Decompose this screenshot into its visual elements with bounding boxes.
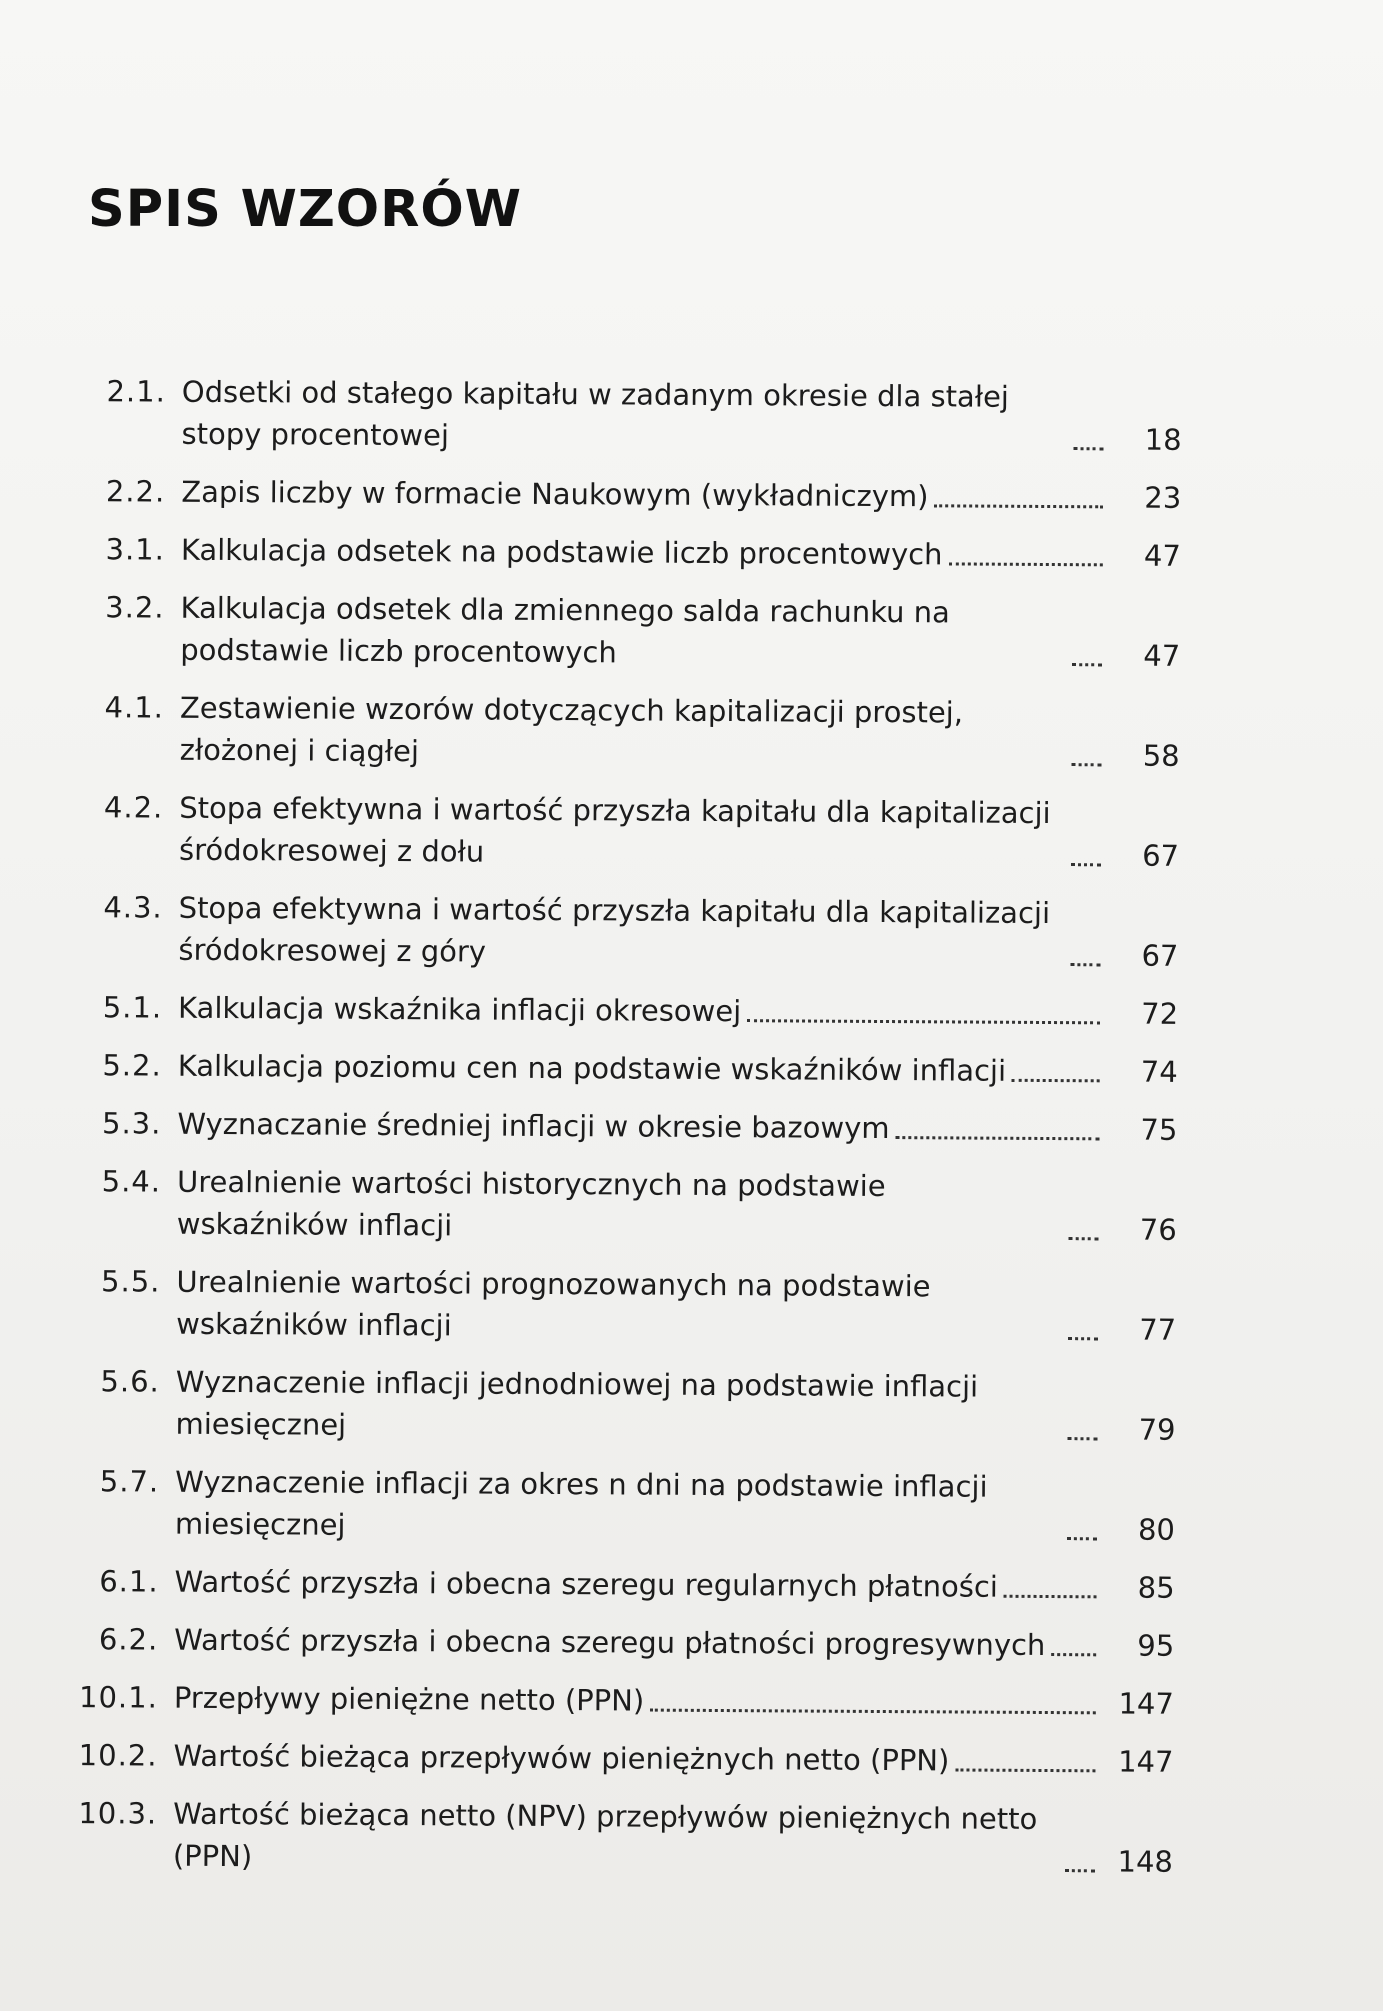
entry-text: Odsetki od stałego kapitału w zadanym okresie dla stałej stopy procentowej [181, 374, 1010, 453]
dot-leader [1072, 663, 1102, 666]
formula-entry [63, 786, 1263, 877]
formula-entry [59, 1360, 1259, 1451]
entry-number: 6.2. [98, 1622, 159, 1657]
formula-entry [58, 1676, 1258, 1725]
entry-text: Wyznaczenie inflacji za okres n dni na podstawie inflacji miesięcznej [174, 1464, 988, 1542]
formula-entry [65, 470, 1265, 519]
entry-number: 4.1. [104, 690, 165, 725]
entry-page: 67 [1142, 838, 1180, 873]
formula-entry [57, 1734, 1257, 1783]
formula-entry [61, 1160, 1261, 1251]
entry-text: Stopa efektywna i wartość przyszła kapitału dla kapitalizacji śródokresowej z góry [178, 890, 1051, 969]
entry-text: Wartość bieżąca netto (NPV) przepływów pieniężnych netto (PPN) [172, 1796, 1038, 1874]
entry-page: 148 [1117, 1844, 1174, 1879]
entry-page: 18 [1144, 422, 1182, 457]
formula-entry [64, 586, 1264, 677]
entry-text: Wyznaczenie inflacji jednodniowej na podstawie inflacji miesięcznej [175, 1364, 979, 1442]
dot-leader [1012, 1079, 1100, 1083]
formula-entry [62, 886, 1262, 977]
entry-text: Wartość bieżąca przepływów pieniężnych netto (PPN) [173, 1738, 950, 1778]
formula-entry [58, 1618, 1258, 1667]
formula-entry [57, 1792, 1257, 1883]
dot-leader [650, 1709, 1096, 1715]
dot-leader [955, 1768, 1095, 1772]
entry-page: 77 [1139, 1312, 1177, 1347]
entry-text: Przepływy pieniężne netto (PPN) [173, 1680, 645, 1718]
entry-number: 10.1. [78, 1680, 158, 1715]
dot-leader [1074, 447, 1104, 450]
entry-text: Wyznaczanie średniej inflacji w okresie bazowym [177, 1106, 890, 1146]
entry-text: Zestawienie wzorów dotyczących kapitalizacji prostej, złożonej i ciągłej [179, 690, 964, 769]
entry-number: 2.1. [106, 374, 166, 409]
dot-leader [1067, 1537, 1097, 1540]
entry-text: Urealnienie wartości historycznych na podstawie wskaźników inflacji [176, 1164, 886, 1243]
entry-text: Kalkulacja poziomu cen na podstawie wskaźników inflacji [177, 1048, 1007, 1088]
entry-number: 5.4. [101, 1164, 162, 1199]
dot-leader [1051, 1653, 1096, 1656]
dot-leader [1070, 963, 1100, 966]
entry-text: Stopa efektywna i wartość przyszła kapitału dla kapitalizacji śródokresowej z dołu [178, 790, 1051, 869]
dot-leader [1068, 1337, 1098, 1340]
entry-text: Wartość przyszła i obecna szeregu regularnych płatności [174, 1564, 999, 1604]
entry-page: 67 [1141, 938, 1179, 973]
entry-text: Kalkulacja odsetek na podstawie liczb procentowych [180, 532, 943, 572]
formula-entry [61, 1102, 1261, 1151]
dot-leader [948, 562, 1102, 566]
entry-page: 147 [1118, 1686, 1174, 1721]
entry-page: 74 [1140, 1054, 1178, 1089]
formula-entry [64, 686, 1264, 777]
entry-page: 95 [1137, 1628, 1175, 1663]
formula-entry [62, 986, 1262, 1035]
entry-page: 72 [1141, 996, 1179, 1031]
entry-text: Kalkulacja wskaźnika inflacji okresowej [178, 990, 742, 1029]
formula-entry [59, 1460, 1259, 1551]
entry-text: Zapis liczby w formacie Naukowym (wykładniczym) [181, 474, 929, 514]
entry-page: 80 [1137, 1512, 1176, 1547]
entry-number: 5.2. [102, 1048, 162, 1083]
entry-page: 76 [1139, 1212, 1177, 1247]
entry-number: 5.6. [100, 1364, 160, 1399]
dot-leader [1067, 1437, 1097, 1440]
formula-entry [60, 1260, 1260, 1351]
entry-number: 6.1. [99, 1564, 159, 1599]
entry-number: 5.3. [101, 1106, 162, 1141]
entry-number: 10.2. [78, 1738, 158, 1773]
dot-leader [1069, 1237, 1099, 1240]
entry-page: 47 [1143, 638, 1181, 673]
entry-page: 47 [1143, 538, 1181, 573]
formula-entry [65, 370, 1265, 461]
entry-number: 2.2. [105, 474, 166, 509]
entry-number: 10.3. [78, 1796, 158, 1831]
entry-text: Urealnienie wartości prognozowanych na podstawie wskaźników inflacji [176, 1264, 931, 1343]
entry-page: 85 [1137, 1570, 1175, 1605]
entry-number: 5.5. [100, 1264, 161, 1299]
dot-leader [896, 1136, 1100, 1140]
dot-leader [1004, 1595, 1097, 1599]
entry-number: 3.1. [105, 532, 166, 567]
entry-number: 5.1. [102, 990, 163, 1025]
entry-page: 58 [1142, 738, 1180, 773]
entry-number: 5.7. [99, 1464, 160, 1499]
dot-leader [1071, 863, 1101, 866]
entry-page: 79 [1138, 1412, 1176, 1447]
entry-number: 4.3. [103, 890, 163, 925]
entry-number: 3.2. [105, 590, 165, 625]
entry-page: 75 [1140, 1112, 1178, 1147]
entry-text: Kalkulacja odsetek dla zmiennego salda rachunku na podstawie liczb procentowych [180, 590, 950, 670]
entry-text: Wartość przyszła i obecna szeregu płatności progresywnych [174, 1622, 1046, 1663]
entry-number: 4.2. [103, 790, 164, 825]
formula-entry [62, 1044, 1262, 1093]
entry-page: 147 [1118, 1744, 1174, 1779]
dot-leader [935, 504, 1104, 508]
dot-leader [1065, 1869, 1095, 1872]
page-title: SPIS WZORÓW [88, 180, 523, 239]
dot-leader [1072, 763, 1102, 766]
formula-list [57, 370, 1266, 1899]
formula-entry [58, 1560, 1258, 1609]
dot-leader [747, 1019, 1100, 1024]
entry-page: 23 [1144, 480, 1182, 515]
formula-entry [65, 528, 1265, 577]
